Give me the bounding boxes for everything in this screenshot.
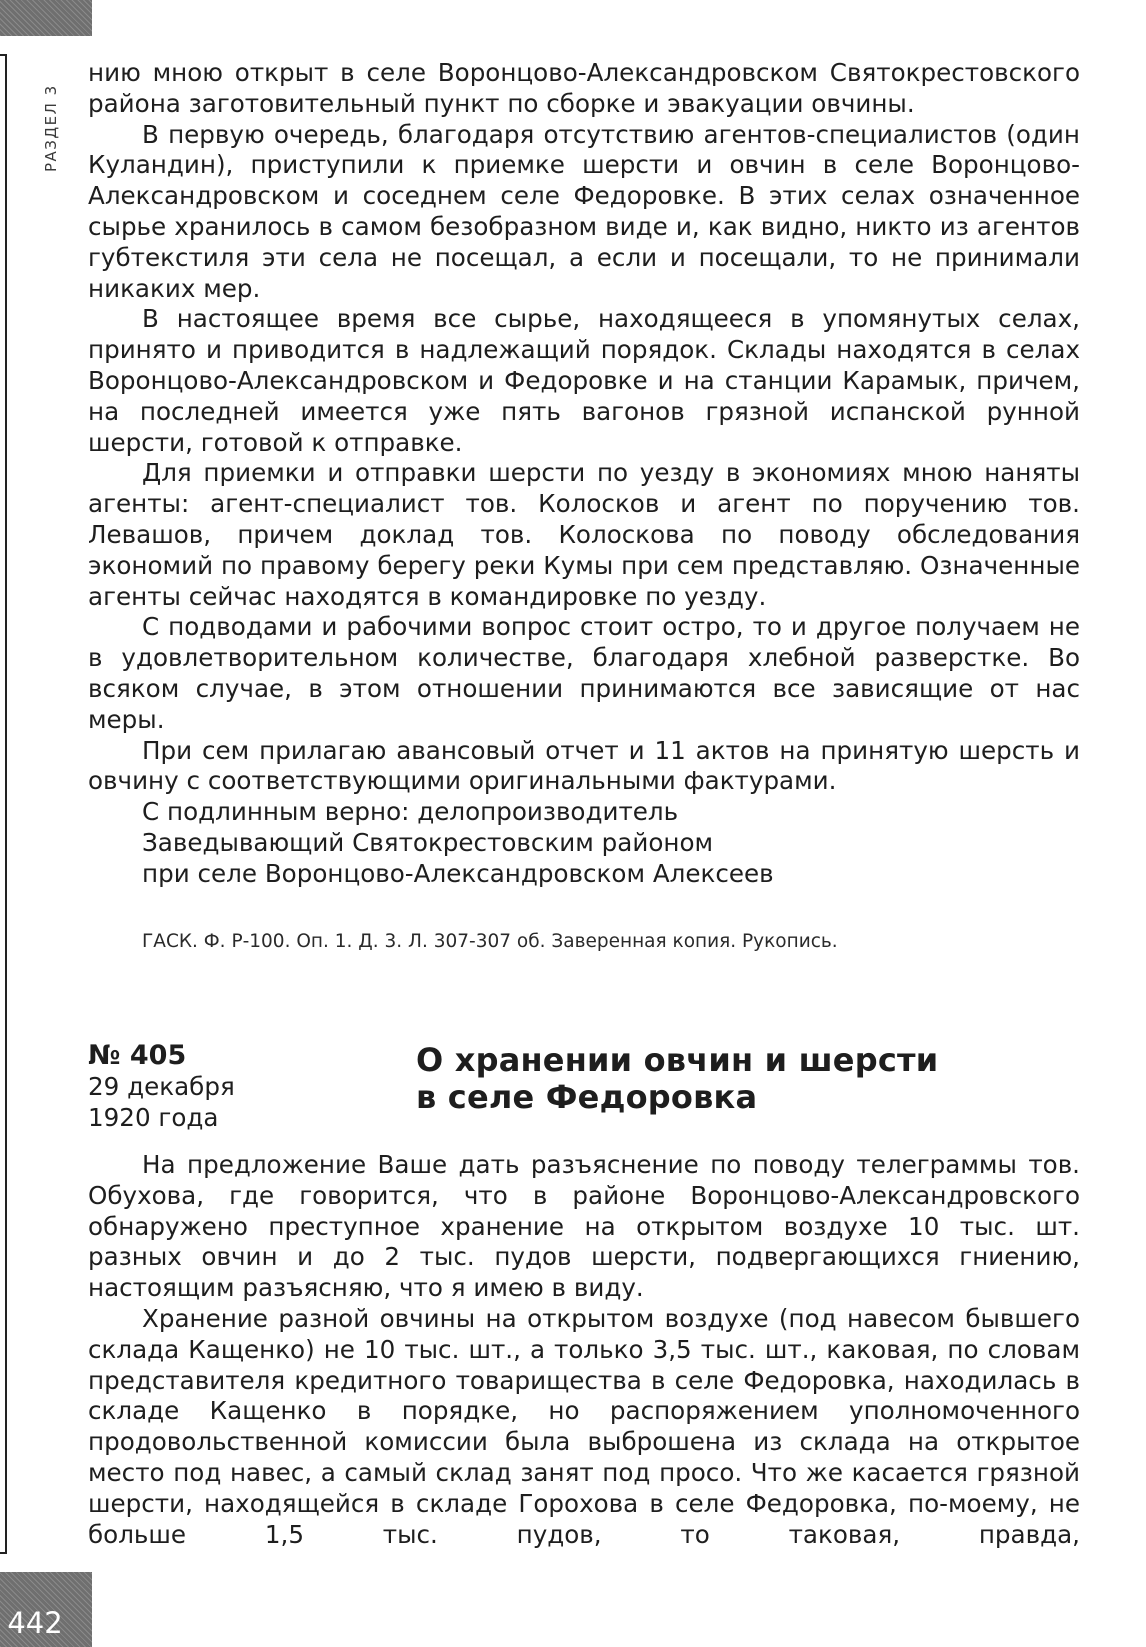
corner-hatch-top	[0, 0, 92, 36]
paragraph: В первую очередь, благодаря отсутствию агентов-специалистов (один Куландин), приступили к приемке шерсти и овчин в селе Воронцово-Александровском и соседнем селе Федоровке. В этих селах означенное сырье хранилось в самом безобразном виде и, как видно, никто из агентов губтекстиля эти села не посещал, а если и посещали, то не принимали никаких мер.	[88, 119, 1080, 303]
date-line: 29 декабря	[88, 1072, 235, 1101]
signature-line: Заведывающий Святокрестовским районом	[142, 827, 714, 857]
signature-block	[142, 797, 1080, 889]
document-title	[416, 1042, 938, 1116]
section-label: РАЗДЕЛ 3	[42, 84, 60, 172]
margin-bracket	[0, 54, 7, 1554]
document-405-text	[88, 1150, 1080, 1550]
previous-document-text	[88, 58, 1080, 890]
title-line: в селе Федоровка	[416, 1078, 758, 1116]
page-number: 442	[7, 1606, 63, 1640]
document-number: № 405	[88, 1040, 187, 1071]
paragraph: нию мною открыт в селе Воронцово-Александровском Святокрестовского района заготовительный пункт по сборке и эвакуации овчины.	[88, 58, 1080, 118]
paragraph: С подводами и рабочими вопрос стоит остро, то и другое получаем не в удовлетворительном количестве, благодаря хлебной разверстке. Во всяком случае, в этом отношении принимаются все зависящие от нас меры.	[88, 612, 1080, 734]
date-line: 1920 года	[88, 1103, 219, 1132]
paragraph: В настоящее время все сырье, находящееся в упомянутых селах, принято и приводится в надлежащий порядок. Склады находятся в селах Воронцово-Александровском и Федоровке и на станции Карамык, причем, на последней имеется уже пять вагонов грязной испанской рунной шерсти, готовой к отправке.	[88, 304, 1080, 457]
paragraph: На предложение Ваше дать разъяснение по поводу телеграммы тов. Обухова, где говорится, что в районе Воронцово-Александровского обнаружено преступное хранение на открытом воздухе 10 тыс. шт. разных овчин и до 2 тыс. пудов шерсти, подвергающихся гниению, настоящим разъясняю, что я имею в виду.	[88, 1150, 1080, 1303]
paragraph: Хранение разной овчины на открытом воздухе (под навесом бывшего склада Кащенко) не 10 тыс. шт., а только 3,5 тыс. шт., каковая, по словам представителя кредитного товарищества в селе Федоровка, находилась в складе Кащенко в порядке, но распоряжением уполномоченного продовольственной комиссии была выброшена из склада на открытое место под навес, а самый склад занят под просо. Что же касается грязной шерсти, находящейся в складе Горохова в селе Федоровка, по-моему, не больше 1,5 тыс. пудов, то таковая, правда,	[88, 1303, 1080, 1549]
archive-reference: ГАСК. Ф. Р-100. Оп. 1. Д. 3. Л. 307-307 об. Заверенная копия. Рукопись.	[142, 931, 838, 952]
document-date	[88, 1071, 235, 1133]
signature-line: С подлинным верно: делопроизводитель	[142, 797, 679, 827]
title-line: О хранении овчин и шерсти	[416, 1041, 939, 1079]
paragraph: Для приемки и отправки шерсти по уезду в экономиях мною наняты агенты: агент-специалист тов. Колосков и агент по поручению тов. Левашов, причем доклад тов. Колоскова по поводу обследования экономий по правому берегу реки Кумы при сем представляю. Означенные агенты сейчас находятся в командировке по уезду.	[88, 458, 1080, 611]
signature-line: при селе Воронцово-Александровском Алексеев	[142, 858, 774, 888]
paragraph: При сем прилагаю авансовый отчет и 11 актов на принятую шерсть и овчину с соответствующими оригинальными фактурами.	[88, 735, 1080, 796]
